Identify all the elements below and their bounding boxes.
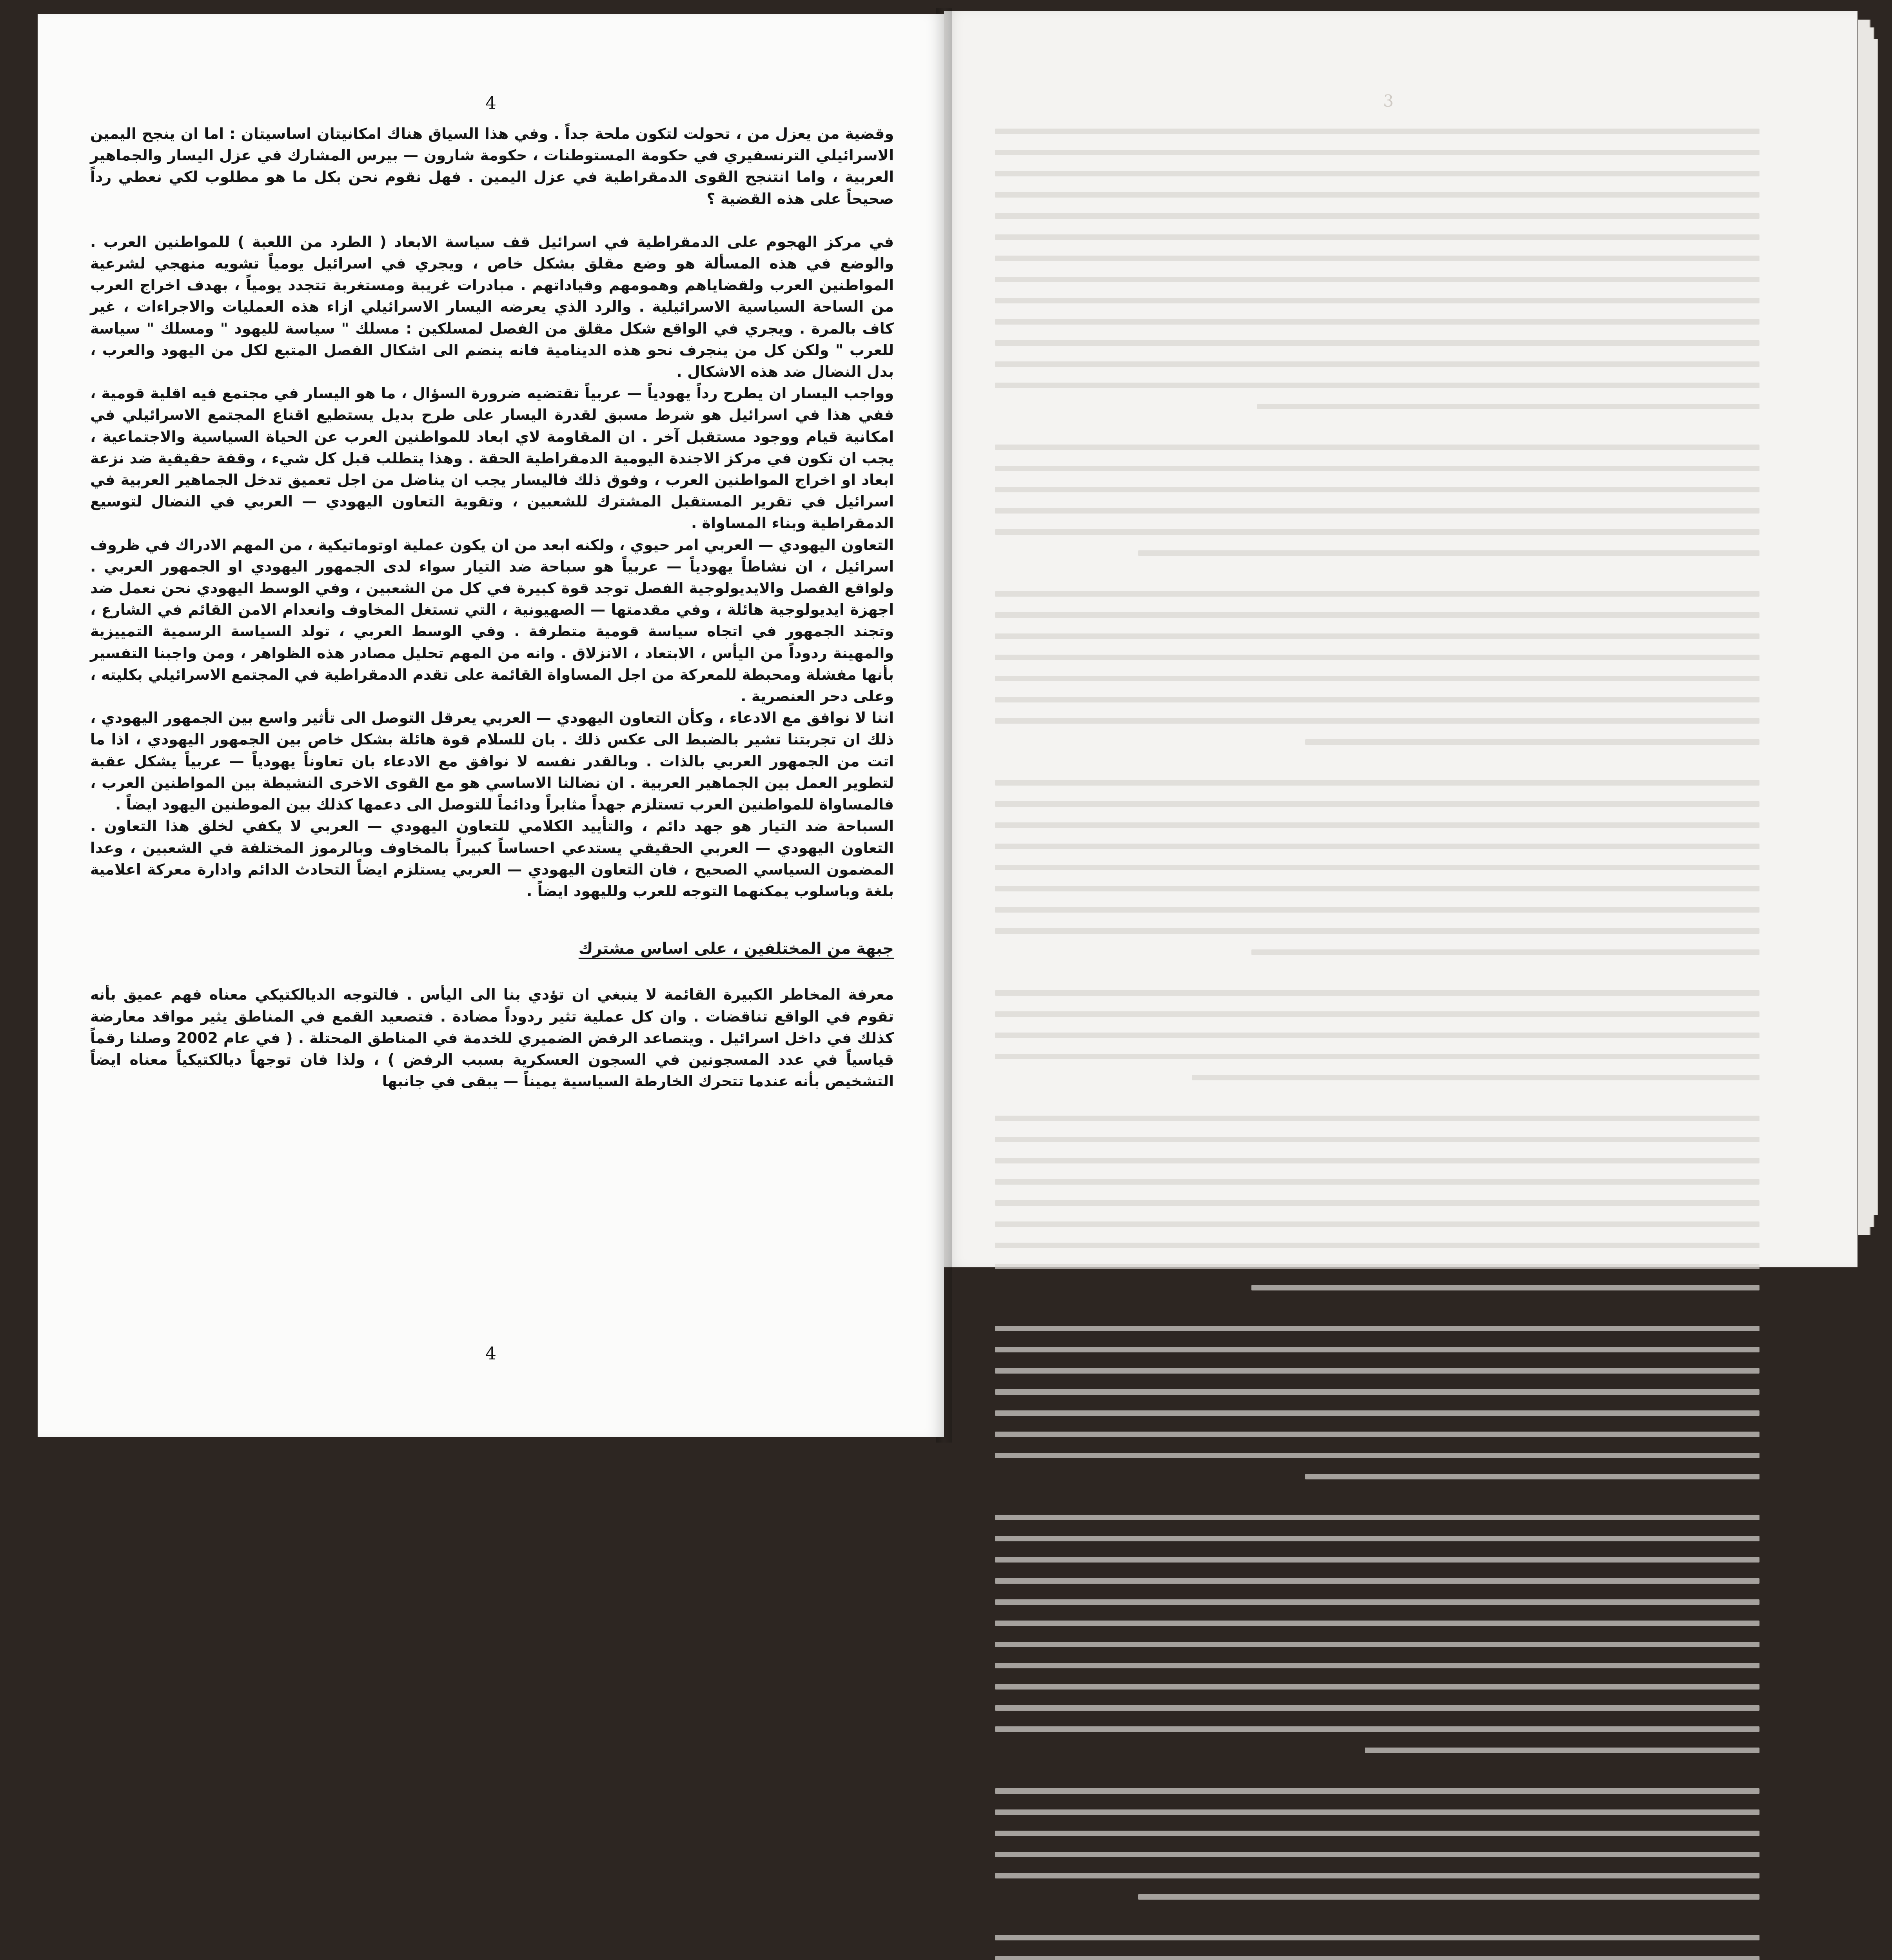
ghost-line xyxy=(995,213,1759,219)
ghost-line xyxy=(995,1578,1759,1584)
ghost-line xyxy=(1138,550,1759,556)
page-number-bottom: 4 xyxy=(485,1344,496,1364)
ghost-line xyxy=(995,844,1759,849)
ghost-line xyxy=(995,1326,1759,1331)
ghost-line xyxy=(995,508,1759,514)
ghost-line xyxy=(995,1453,1759,1458)
ghost-line xyxy=(995,150,1759,155)
ghost-line xyxy=(1192,1075,1759,1080)
ghost-line xyxy=(1365,1748,1759,1753)
ghost-line xyxy=(995,1873,1759,1878)
ghost-line xyxy=(995,1726,1759,1732)
ghost-line xyxy=(995,1831,1759,1836)
ghost-line xyxy=(995,780,1759,786)
paragraph-6: السباحة ضد التيار هو جهد دائم ، والتأييد الكلامي للتعاون اليهودي — العربي لا يكفي لخلق هذا التعاون . التعاون اليهودي — العربي الحقيقي يستدعي احساساً كبيراً بالمخاوف وبالرموز المختلفة في الشعبين ، وعدا المضمون السياسي الصحيح ، فان التعاون اليهودي — العربي يستلزم ايضاً التحادث الدائم وادارة معركة اعلامية بلغة وباسلوب يمكنهما التوجه للعرب ولليهود ايضاً . xyxy=(90,817,894,900)
article-body xyxy=(90,123,894,1092)
ghost-line xyxy=(995,129,1759,134)
ghost-line xyxy=(995,383,1759,388)
ghost-line xyxy=(995,1137,1759,1142)
page-number-top: 4 xyxy=(485,93,496,113)
ghost-line xyxy=(995,234,1759,240)
ghost-page-number: 3 xyxy=(1383,91,1394,111)
ghost-line xyxy=(995,466,1759,471)
ghost-line xyxy=(995,256,1759,261)
ghost-line xyxy=(995,1033,1759,1038)
ghost-line xyxy=(1305,1474,1759,1479)
ghost-line xyxy=(995,1515,1759,1520)
ghost-line xyxy=(995,1264,1759,1269)
ghost-line xyxy=(995,277,1759,282)
ghost-line xyxy=(1251,1285,1759,1290)
ghost-line xyxy=(995,822,1759,828)
ghost-line xyxy=(995,1621,1759,1626)
paragraph-1: وقضية من يعزل من ، تحولت لتكون ملحة جداً . وفي هذا السياق هناك امكانيتان اساسيتان : اما ان ينجح اليمين الاسرائيلي الترنسفيري في حكومة المستوطنات ، حكومة شارون — بيرس المشارك في عزل اليسار والجماهير العربية ، واما انتنجح القوى الدمقراطية في عزل اليمين . فهل نقوم نحن بكل ما هو مطلوب لكي نعطي رداً صحيحاً على هذه القضية ؟ xyxy=(90,125,894,207)
paragraph-2: في مركز الهجوم على الدمقراطية في اسرائيل قف سياسة الابعاد ( الطرد من اللعبة ) للمواطنين العرب . والوضع في هذه المسألة هو وضع مقلق بشكل خاص ، ويجري في اسرائيل يومياً تشويه منهجي لشرعية المواطنين العرب ولقضاياهم وهمومهم وقياداتهم . مبادرات غريبة ومستغربة تتجدد يومياً ، بهدف اخراج العرب من الساحة السياسية الاسرائيلية . والرد الذي يعرضه اليسار الاسرائيلي ازاء هذه العمليات والاجراءات ، غير كاف بالمرة . ويجري في الواقع شكل مقلق من الفصل لمسلكين : مسلك " سياسة لليهود " ومسلك " سياسة للعرب " ولكن كل من ينجرف نحو هذه الدينامية فانه ينضم الى اشكال الفصل المتبع لكل من اليهود والعرب ، بدل النضال ضد هذه الاشكال . xyxy=(90,233,894,381)
ghost-line xyxy=(995,1663,1759,1668)
ghost-line xyxy=(995,1536,1759,1541)
ghost-line xyxy=(995,1705,1759,1711)
closing-paragraph: معرفة المخاطر الكبيرة القائمة لا ينبغي ان تؤدي بنا الى اليأس . فالتوجه الديالكتيكي معناه فهم عميق بأنه تقوم في الواقع تناقضات . وان كل عملية تثير ردوداً مضادة . فتصعيد القمع في المناطق يثير مواقد معارضة كذلك في داخل اسرائيل . ويتصاعد الرفض الضميري للخدمة في المناطق المحتلة . ( في عام 2002 وصلنا رقماً قياسياً في عدد المسجونين في السجون العسكرية بسبب الرفض ) ، ولذا فان توجهاً ديالكتيكياً معناه ايضاً التشخيص بأنه عندما تتحرك الخارطة السياسية يميناً — يبقى في جانبها xyxy=(90,986,894,1090)
ghost-line xyxy=(995,340,1759,346)
ghost-line xyxy=(995,529,1759,535)
ghost-line xyxy=(995,1432,1759,1437)
ghost-line xyxy=(995,697,1759,702)
ghost-line xyxy=(995,907,1759,913)
ghost-line xyxy=(995,1410,1759,1416)
ghost-line xyxy=(995,1557,1759,1563)
ghost-line xyxy=(995,1200,1759,1206)
ghost-line xyxy=(995,1389,1759,1395)
ghost-line xyxy=(995,655,1759,660)
ghost-line xyxy=(995,1179,1759,1185)
ghost-line xyxy=(995,886,1759,891)
ghost-line xyxy=(995,865,1759,870)
paragraph-3: وواجب اليسار ان يطرح رداً يهودياً — عربياً تقتضيه ضرورة السؤال ، ما هو اليسار في مجتمع فيه اقلية قومية ، ففي هذا في اسرائيل هو شرط مسبق لقدرة اليسار على طرح بديل يستطيع اقناع المجتمع الاسرائيلي في امكانية قيام ووجود مستقبل آخر . ان المقاومة لاي ابعاد للمواطنين العرب عن الحياة السياسية والاجتماعية ، يجب ان تكون في مركز الاجندة اليومية الدمقراطية الحقة . وهذا يتطلب قبل كل شيء ، وقفة حقيقية ضد نزعة ابعاد او اخراج المواطنين العرب ، وفوق ذلك فاليسار يجب ان يناضل من اجل تعميق تدخل الجماهير العربية في اسرائيل في تقرير المستقبل المشترك للشعبين ، وتقوية التعاون اليهودي — العربي في النضال لتوسيع الدمقراطية وبناء المساواة . xyxy=(90,385,894,532)
ghost-line xyxy=(995,1347,1759,1352)
ghost-line xyxy=(995,1054,1759,1059)
ghost-line xyxy=(995,1221,1759,1227)
ghost-line xyxy=(995,1809,1759,1815)
ghost-line xyxy=(995,487,1759,492)
ghost-line xyxy=(995,1599,1759,1605)
ghost-line xyxy=(995,928,1759,934)
ghost-line xyxy=(995,633,1759,639)
ghost-line xyxy=(1257,404,1759,409)
ghost-line xyxy=(1305,739,1759,745)
ghost-line xyxy=(995,591,1759,597)
ghost-line xyxy=(995,1158,1759,1163)
ghost-line xyxy=(995,171,1759,176)
ghost-line xyxy=(995,319,1759,325)
ghost-line xyxy=(995,445,1759,450)
ghost-line xyxy=(995,1116,1759,1121)
paragraph-4: التعاون اليهودي — العربي امر حيوي ، ولكنه ابعد من ان يكون عملية اوتوماتيكية ، من المهم الادراك في ظروف اسرائيل ، ان نشاطاً يهودياً — عربياً هو سباحة ضد التيار سواء لدى الجمهور اليهودي او الجمهور العربي . ولواقع الفصل والايديولوجية الفصل توجد قوة كبيرة في كل من الشعبين ، وفي الوسط اليهودي نحن نعمل ضد اجهزة ايديولوجية هائلة ، وفي مقدمتها — الصهيونية ، التي تستغل المخاوف وانعدام الامن القائم في الشارع ، وتجند الجمهور في اتجاه سياسة قومية متطرفة . وفي الوسط العربي ، تولد السياسة الرسمية التمييزية والمهينة ردوداً من اليأس ، الابتعاد ، الانزلاق . وانه من المهم تحليل مصادر هذه الظواهر ، ومن واجبنا التفسير بأنها مفشلة ومحبطة للمعركة من اجل المساواة القائمة على تقدم الدمقراطية في المجتمع الاسرائيلي بكليته ، وعلى دحر العنصرية . xyxy=(90,536,894,705)
ghost-line xyxy=(995,192,1759,198)
ghost-line xyxy=(995,1852,1759,1857)
ghost-line xyxy=(995,1935,1759,1940)
paragraph-5: اننا لا نوافق مع الادعاء ، وكأن التعاون اليهودي — العربي يعرقل التوصل الى تأثير واسع بين الجمهور اليهودي ، ذلك ان تجربتنا تشير بالضبط الى عكس ذلك . بان للسلام قوة هائلة بشكل خاص بين الجمهور اليهودي ، اذا ما اتت من الجمهور العربي بالذات . وبالقدر نفسه لا نوافق مع الادعاء بان تعاوناً يهودياً — عربياً يشكل عقبة لتطوير العمل بين الجماهير العربية . ان نضالنا الاساسي هو مع القوى الاخرى النشيطة بين المواطنين العرب ، فالمساواة للمواطنين العرب تستلزم جهداً مثابراً ودائماً للتوصل الى دعمها كذلك بين الموطنين اليهود ايضاً . xyxy=(90,709,894,813)
ghost-line xyxy=(995,1368,1759,1374)
ghost-line xyxy=(995,1956,1759,1960)
ghost-line xyxy=(995,1684,1759,1690)
ghost-line xyxy=(995,718,1759,724)
section-heading: جبهة من المختلفين ، على اساس مشترك xyxy=(578,940,894,958)
ghost-line xyxy=(995,612,1759,618)
ghost-line xyxy=(995,1788,1759,1794)
ghost-line xyxy=(995,1243,1759,1248)
ghost-line xyxy=(995,676,1759,681)
ghost-line xyxy=(1138,1894,1759,1900)
ghost-line xyxy=(995,1642,1759,1647)
ghost-line xyxy=(995,990,1759,996)
ghost-line xyxy=(995,801,1759,807)
ghost-line xyxy=(995,361,1759,367)
ghost-line xyxy=(1251,949,1759,955)
right-page-bleedthrough xyxy=(944,11,1858,1267)
ghost-line xyxy=(995,298,1759,303)
left-page xyxy=(38,14,944,1437)
ghost-line xyxy=(995,1011,1759,1017)
